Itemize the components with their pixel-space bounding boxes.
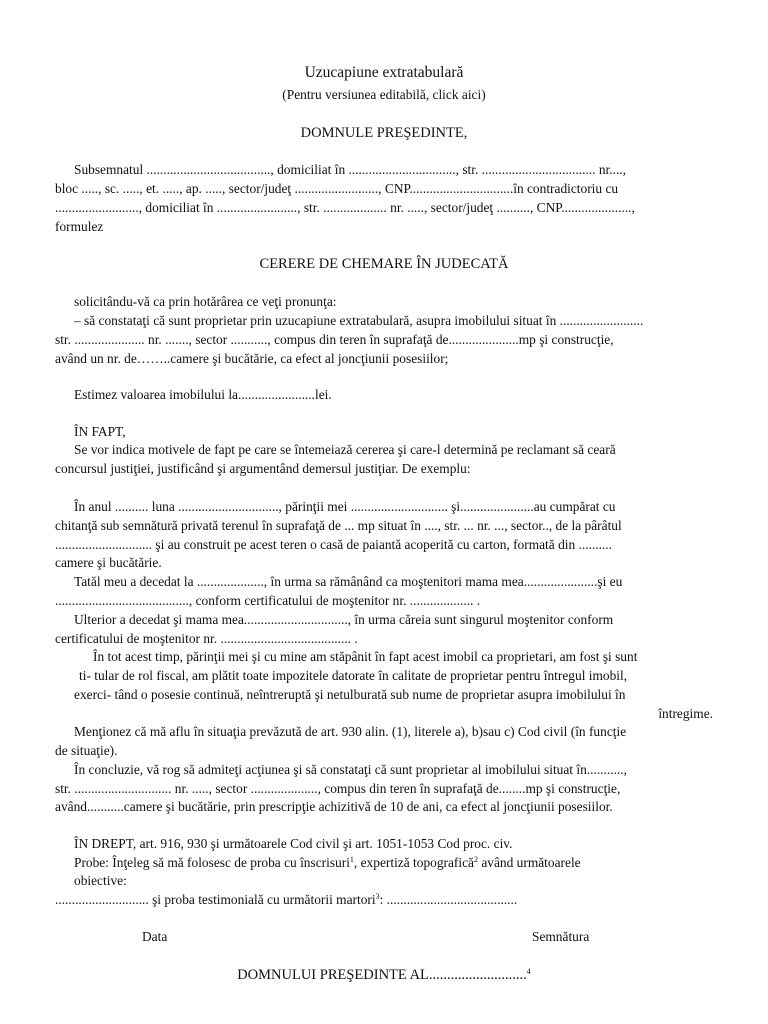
- footnote-marker: 1: [349, 855, 354, 864]
- example-line: certificatului de moştenitor nr. ....................................... .: [55, 631, 358, 646]
- evidence-line: [74, 854, 581, 872]
- evidence-line: obiective:: [74, 873, 127, 888]
- date-label: Data: [142, 929, 168, 944]
- example-line: chitanţă sub semnătură privată terenul în suprafaţă de ... mp situat în ...., str. ... nr. ..., sector.., de la pârâtul: [55, 518, 622, 533]
- mention-line: de situaţie).: [55, 743, 118, 758]
- in-fact-heading: ÎN FAPT,: [74, 424, 126, 439]
- evidence-text: având următoarele: [478, 855, 581, 870]
- possession-line: ti- tular de rol fiscal, am plătit toate impozitele datorate în calitate de proprietar pentru întregul imobil,: [79, 668, 628, 683]
- intro-line: ........................., domiciliat în ........................, str. ................... nr. ....., sector/judeţ .........., CNP.....................,: [55, 200, 635, 215]
- conclusion-line: În concluzie, vă rog să admiteţi acţiunea şi să constataţi că sunt proprietar al imobilului situat în...........,: [74, 762, 627, 777]
- footnote-marker: 3: [375, 892, 380, 901]
- estimate-line: Estimez valoarea imobilului la.......................lei.: [74, 387, 332, 402]
- intro-line: bloc ....., sc. ....., et. ....., ap. ....., sector/judeţ ........................., CNP...............................în contradictoriu cu: [55, 181, 619, 196]
- mention-line: Menţionez că mă aflu în situaţia prevăzută de art. 930 alin. (1), literele a), b)sau c) Cod civil (în funcţie: [74, 724, 627, 739]
- example-line: camere şi bucătărie.: [55, 555, 162, 570]
- conclusion-line: str. ............................. nr. ....., sector ...................., compus din teren în suprafaţă de........mp şi construcţie,: [55, 781, 621, 796]
- conclusion-line: având...........camere şi bucătărie, prin prescripţie achizitivă de 10 de ani, ca efect al joncţiunii posesiilor.: [55, 799, 613, 814]
- salutation: DOMNULE PREŞEDINTE,: [300, 125, 468, 141]
- in-law-line: ÎN DREPT, art. 916, 930 şi următoarele Cod civil şi art. 1051-1053 Cod proc. civ.: [74, 836, 513, 851]
- footnote-marker: 2: [474, 855, 478, 864]
- evidence-text: Probe: Înţeleg să mă folosesc de proba cu înscrisuri: [74, 855, 350, 870]
- intro-line: Subsemnatul ....................................., domiciliat în ................................, str. .................................. nr....,: [74, 162, 626, 177]
- example-line: Tatăl meu a decedat la ...................., în urma sa rămânând ca moştenitori mama mea......................şi eu: [74, 574, 623, 589]
- signature-label: Semnătura: [532, 929, 590, 944]
- possession-line: În tot acest timp, părinţii mei şi cu mine am stăpânit în fapt acest imobil ca proprietari, am fost şi sunt: [93, 649, 638, 664]
- request-line: solicitându-vă ca prin hotărârea ce veţi pronunţa:: [74, 294, 337, 309]
- example-line: Ulterior a decedat şi mama mea..............................., în urma căreia sunt singurul moştenitor conform: [74, 612, 614, 627]
- footnote-marker: 4: [526, 967, 531, 976]
- evidence-text: , expertiză topografică: [353, 855, 474, 870]
- example-line: ........................................, conform certificatului de moştenitor nr. ................... .: [55, 593, 481, 608]
- document-heading: CERERE DE CHEMARE ÎN JUDECATĂ: [259, 256, 509, 272]
- possession-line: întregime.: [658, 706, 713, 721]
- editable-version-link[interactable]: (Pentru versiunea editabilă, click aici): [282, 87, 486, 102]
- example-line: În anul .......... luna .............................., părinţii mei ............................. şi......................au cumpărat cu: [74, 499, 616, 514]
- closing-text: DOMNULUI PREŞEDINTE AL...........................: [237, 967, 527, 983]
- evidence-text: : .......................................: [379, 892, 518, 907]
- in-fact-line: concursul justiţiei, justificând şi argumentând demersul justiţiar. De exemplu:: [55, 461, 471, 476]
- in-fact-line: Se vor indica motivele de fapt pe care se întemeiază cererea şi care-l determină pe reclamant să ceară: [74, 442, 616, 457]
- request-line: având un nr. de……..camere şi bucătărie, ca efect al joncţiunii posesiilor;: [55, 351, 449, 366]
- request-line: – să constataţi că sunt proprietar prin uzucapiune extratabulară, asupra imobilului situat în .........................: [74, 313, 644, 328]
- request-line: str. ..................... nr. ......., sector ..........., compus din teren în suprafaţă de.....................mp şi construcţie,: [55, 332, 614, 347]
- closing-line: [0, 966, 768, 984]
- intro-line: formulez: [55, 219, 104, 234]
- document-title: Uzucapiune extratabulară: [304, 64, 464, 81]
- example-line: ............................. şi au construit pe acest teren o casă de paiantă acoperită cu carton, formată din ..........: [55, 537, 613, 552]
- evidence-text: ............................ şi proba testimonială cu următorii martori: [55, 892, 376, 907]
- evidence-line: [55, 891, 517, 909]
- possession-line: exerci- tând o posesie continuă, neîntreruptă şi netulburată sub nume de proprietar asupra imobilului în: [74, 687, 626, 702]
